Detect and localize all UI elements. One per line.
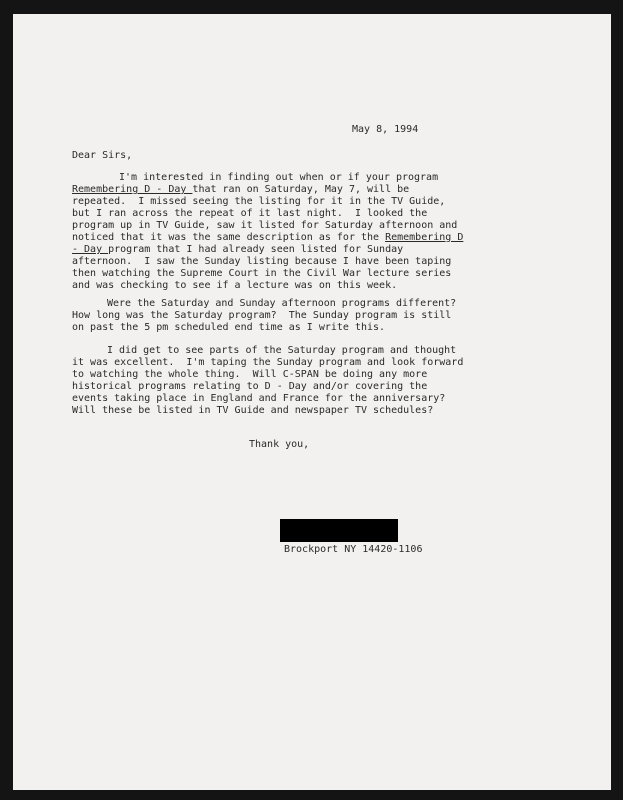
p3-line-5: events taking place in England and France for the anniversary? xyxy=(72,393,446,404)
program-title-2: Remembering D xyxy=(385,232,464,243)
program-title-2-cont: - Day xyxy=(72,244,109,255)
sender-address: Brockport NY 14420-1106 xyxy=(284,544,423,555)
letter-date: May 8, 1994 xyxy=(352,124,419,135)
program-title-1: Remembering D - Day xyxy=(72,184,193,195)
p3-line-3: to watching the whole thing. Will C-SPAN be doing any more xyxy=(72,369,428,380)
p2-line-1: Were the Saturday and Sunday afternoon programs different? xyxy=(107,298,457,309)
p3-line-4: historical programs relating to D - Day and/or covering the xyxy=(72,381,428,392)
closing: Thank you, xyxy=(249,439,310,450)
p1-line-9: then watching the Supreme Court in the Civil War lecture series xyxy=(72,268,452,279)
letter-page xyxy=(13,14,611,790)
redacted-name-block xyxy=(280,519,398,542)
salutation: Dear Sirs, xyxy=(72,150,133,161)
p1-line-2 xyxy=(72,184,409,196)
p2-line-2: How long was the Saturday program? The Sunday program is still xyxy=(72,310,452,321)
p1-line-7 xyxy=(72,244,403,256)
p1-line-5: program up in TV Guide, saw it listed for Saturday afternoon and xyxy=(72,220,458,231)
p1-line-1: I'm interested in finding out when or if your program xyxy=(119,172,439,183)
p1-line-6-pre: noticed that it was the same description as for the xyxy=(72,232,386,243)
p1-line-8: afternoon. I saw the Sunday listing because I have been taping xyxy=(72,256,452,267)
p1-line-3: repeated. I missed seeing the listing for it in the TV Guide, xyxy=(72,196,446,207)
p1-line-7-rest: program that I had already seen listed for Sunday xyxy=(108,244,404,255)
p1-line-4: but I ran across the repeat of it last night. I looked the xyxy=(72,208,428,219)
p2-line-3: on past the 5 pm scheduled end time as I write this. xyxy=(72,322,386,333)
p1-line-2-rest: that ran on Saturday, May 7, will be xyxy=(192,184,410,195)
p1-line-10: and was checking to see if a lecture was on this week. xyxy=(72,280,398,291)
p1-line-6 xyxy=(72,232,463,244)
p3-line-6: Will these be listed in TV Guide and newspaper TV schedules? xyxy=(72,405,434,416)
p3-line-1: I did get to see parts of the Saturday program and thought xyxy=(107,345,457,356)
p3-line-2: it was excellent. I'm taping the Sunday program and look forward xyxy=(72,357,464,368)
